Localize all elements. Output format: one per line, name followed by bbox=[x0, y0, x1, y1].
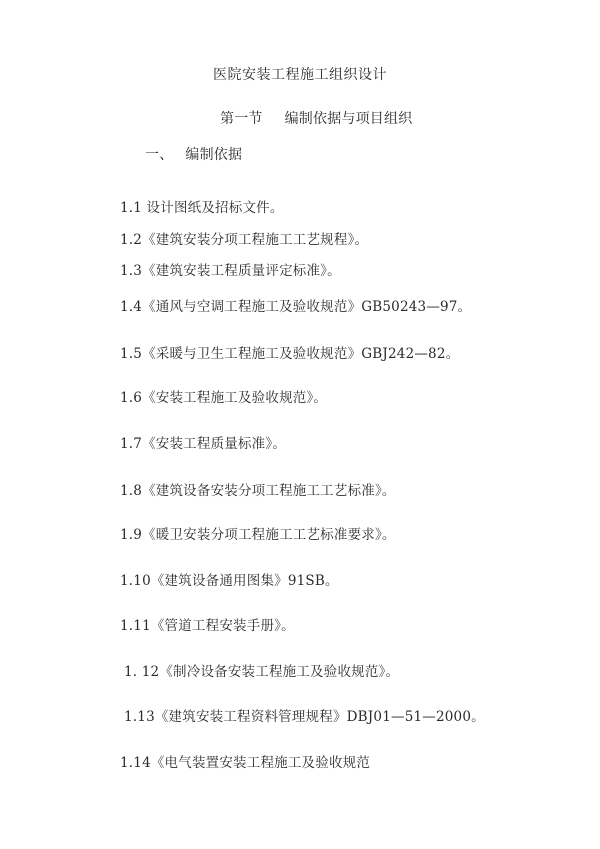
subsection-heading bbox=[145, 146, 242, 164]
list-item: 1.7《安装工程质量标准》。 bbox=[120, 436, 287, 452]
subsection-number: 一、 bbox=[145, 147, 174, 163]
list-item: 1.13《建筑安装工程资料管理规程》DBJ01—51—2000。 bbox=[124, 709, 485, 725]
section-title: 编制依据与项目组织 bbox=[284, 111, 413, 127]
list-item: 1.3《建筑安装工程质量评定标准》。 bbox=[120, 263, 341, 279]
list-item: 1.4《通风与空调工程施工及验收规范》GB50243—97。 bbox=[120, 299, 472, 315]
list-item: 1.6《安装工程施工及验收规范》。 bbox=[120, 390, 328, 406]
list-item: 1.5《采暖与卫生工程施工及验收规范》GBJ242—82。 bbox=[120, 346, 460, 362]
list-item: 1.14《电气装置安装工程施工及验收规范 bbox=[120, 755, 371, 771]
list-item: 1.11《管道工程安装手册》。 bbox=[120, 618, 295, 634]
list-item: 1. 12《制冷设备安装工程施工及验收规范》。 bbox=[124, 664, 400, 680]
section-number: 第一节 bbox=[220, 111, 263, 127]
list-item: 1.9《暖卫安装分项工程施工工艺标准要求》。 bbox=[120, 527, 396, 543]
document-title: 医院安装工程施工组织设计 bbox=[213, 67, 387, 83]
subsection-title: 编制依据 bbox=[185, 147, 243, 163]
section-heading bbox=[220, 110, 412, 128]
list-item: 1.10《建筑设备通用图集》91SB。 bbox=[120, 573, 339, 589]
list-item: 1.8《建筑设备安装分项工程施工工艺标准》。 bbox=[120, 483, 396, 499]
list-item: 1.2《建筑安装分项工程施工工艺规程》。 bbox=[120, 232, 369, 248]
list-item: 1.1 设计图纸及招标文件。 bbox=[120, 200, 284, 216]
